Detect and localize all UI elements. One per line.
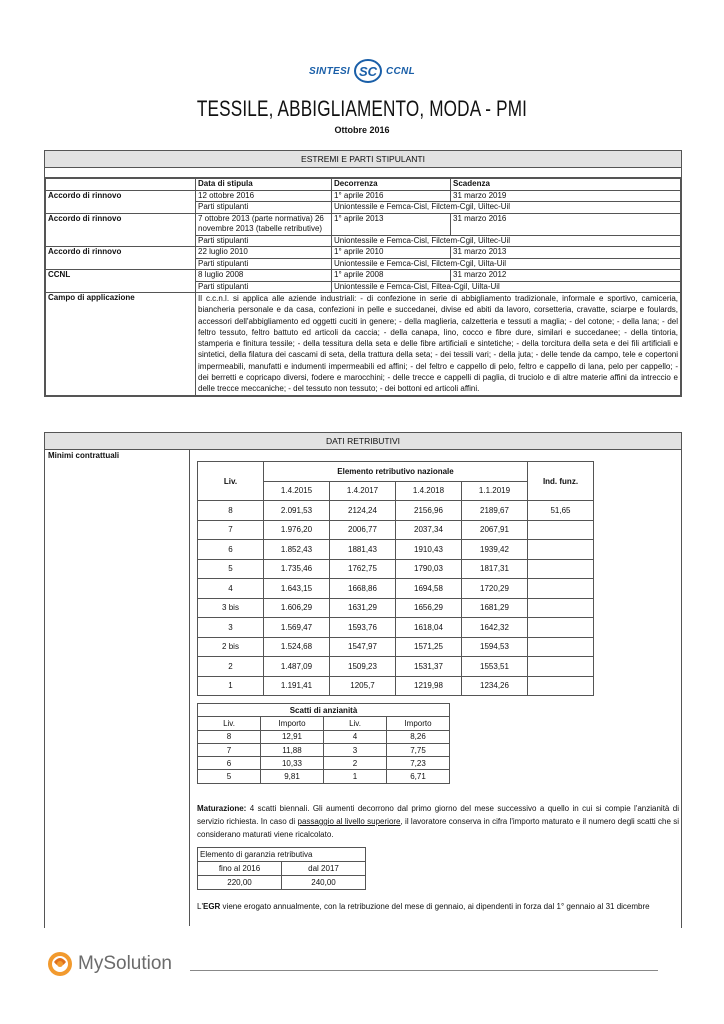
parti-cell: Uniontessile e Femca-Cisl, Filctem-Cgil, Uiltec-Uil: [332, 202, 681, 214]
table-row: [198, 598, 594, 618]
egr-value: 220,00: [198, 876, 282, 890]
value-cell: 1631,29: [330, 598, 396, 618]
table-header-row: [198, 717, 450, 730]
table-row: 8 12,91 4 8,26: [198, 730, 450, 743]
value-cell: 1.569,47: [264, 618, 330, 638]
ind-cell: 51,65: [528, 501, 594, 521]
spacer-row: [45, 168, 681, 178]
ind-cell: [528, 637, 594, 657]
parti-label: Parti stipulanti: [196, 281, 332, 293]
value-cell: 1.852,43: [264, 540, 330, 560]
egr-table: [197, 847, 366, 890]
parti-label: Parti stipulanti: [196, 235, 332, 247]
table-row: [198, 676, 594, 696]
liv-cell: 4: [198, 579, 264, 599]
table-row: [46, 247, 681, 259]
stipula-cell: 8 luglio 2008: [196, 270, 332, 282]
scatti-header: Liv.: [198, 717, 261, 730]
date-header: 1.1.2019: [462, 481, 528, 501]
value-cell: 1618,04: [396, 618, 462, 638]
value-cell: 1762,75: [330, 559, 396, 579]
mysolution-logo-icon: [46, 950, 74, 978]
value-cell: 1.524,68: [264, 637, 330, 657]
table-row: 5 9,81 1 6,71: [198, 770, 450, 783]
value-cell: 1234,26: [462, 676, 528, 696]
decorrenza-cell: 1° aprile 2010: [332, 247, 451, 259]
scatti-header: Importo: [261, 717, 324, 730]
value-cell: 2189,67: [462, 501, 528, 521]
parti-label: Parti stipulanti: [196, 258, 332, 270]
stipula-cell: 22 luglio 2010: [196, 247, 332, 259]
sc-logo-icon: [353, 58, 383, 84]
liv-header: Liv.: [198, 462, 264, 501]
page-subtitle: Ottobre 2016: [334, 125, 390, 135]
estremi-header: ESTREMI E PARTI STIPULANTI: [45, 151, 681, 168]
liv-cell: 3: [198, 618, 264, 638]
value-cell: 1881,43: [330, 540, 396, 560]
table-header-row: [198, 862, 366, 876]
parti-cell: Uniontessile e Femca-Cisl, Filctem-Cgil, Uiltec-Uil: [332, 235, 681, 247]
value-cell: 1571,25: [396, 637, 462, 657]
value-cell: 1.606,29: [264, 598, 330, 618]
campo-row: [46, 293, 681, 396]
value-cell: 1790,03: [396, 559, 462, 579]
scadenza-cell: 31 marzo 2012: [451, 270, 681, 282]
scatti-table: [197, 703, 450, 784]
liv-cell: 7: [198, 520, 264, 540]
table-row: [198, 579, 594, 599]
logo-left-text: SINTESI: [309, 65, 350, 77]
value-cell: 1694,58: [396, 579, 462, 599]
date-header: 1.4.2018: [396, 481, 462, 501]
table-row: [46, 213, 681, 235]
value-cell: 1593,76: [330, 618, 396, 638]
value-cell: 1531,37: [396, 657, 462, 677]
parti-label: Parti stipulanti: [196, 202, 332, 214]
table-row: [198, 540, 594, 560]
scatti-title: Scatti di anzianità: [198, 704, 450, 717]
scatti-header: Importo: [387, 717, 450, 730]
row-label: Accordo di rinnovo: [46, 247, 196, 270]
table-row: [198, 876, 366, 890]
ind-cell: [528, 520, 594, 540]
decorrenza-cell: 1° aprile 2016: [332, 190, 451, 202]
value-cell: 1219,98: [396, 676, 462, 696]
scadenza-cell: 31 marzo 2019: [451, 190, 681, 202]
table-header-row: [198, 704, 450, 717]
liv-cell: 5: [198, 559, 264, 579]
scadenza-cell: 31 marzo 2016: [451, 213, 681, 235]
ind-cell: [528, 676, 594, 696]
liv-cell: 8: [198, 501, 264, 521]
egr-title: Elemento di garanzia retributiva: [198, 848, 366, 862]
egr-text-prefix: L': [197, 902, 203, 911]
estremi-section: [44, 150, 682, 397]
value-cell: 1939,42: [462, 540, 528, 560]
row-label: Accordo di rinnovo: [46, 213, 196, 247]
table-row: [198, 520, 594, 540]
liv-cell: 3 bis: [198, 598, 264, 618]
value-cell: 2067,91: [462, 520, 528, 540]
value-cell: 1594,53: [462, 637, 528, 657]
dati-section: [44, 432, 682, 928]
scatti-header: Liv.: [324, 717, 387, 730]
decorrenza-cell: 1° aprile 2013: [332, 213, 451, 235]
group-header: Elemento retributivo nazionale: [264, 462, 528, 482]
campo-label: Campo di applicazione: [46, 293, 196, 396]
stipula-cell: 12 ottobre 2016: [196, 190, 332, 202]
value-cell: 1.976,20: [264, 520, 330, 540]
value-cell: 1.643,15: [264, 579, 330, 599]
value-cell: 1817,31: [462, 559, 528, 579]
date-header: 1.4.2015: [264, 481, 330, 501]
date-header: 1.4.2017: [330, 481, 396, 501]
value-cell: 1547,97: [330, 637, 396, 657]
dati-body: [45, 450, 681, 926]
value-cell: 2.091,53: [264, 501, 330, 521]
value-cell: 2124,24: [330, 501, 396, 521]
egr-header: fino al 2016: [198, 862, 282, 876]
value-cell: 1.487,09: [264, 657, 330, 677]
value-cell: 1668,86: [330, 579, 396, 599]
table-row: [46, 190, 681, 202]
value-cell: 1.191,41: [264, 676, 330, 696]
minimi-table: [197, 461, 594, 696]
col-header-decorrenza: Decorrenza: [332, 179, 451, 191]
ind-cell: [528, 559, 594, 579]
ind-header: Ind. funz.: [528, 462, 594, 501]
footer-divider: [190, 970, 658, 971]
liv-cell: 2: [198, 657, 264, 677]
maturazione-underlined: passaggio al livello superiore: [297, 817, 401, 826]
maturazione-paragraph: [197, 802, 679, 841]
table-row: 6 10,33 2 7,23: [198, 757, 450, 770]
value-cell: 1720,29: [462, 579, 528, 599]
ind-cell: [528, 598, 594, 618]
table-header-row: [198, 462, 594, 482]
table-row: [198, 559, 594, 579]
sintesi-ccnl-logo: [0, 58, 724, 88]
value-cell: 2037,34: [396, 520, 462, 540]
row-label: CCNL: [46, 270, 196, 293]
ind-cell: [528, 579, 594, 599]
value-cell: 1205,7: [330, 676, 396, 696]
table-row: 7 11,88 3 7,75: [198, 743, 450, 756]
egr-header: dal 2017: [282, 862, 366, 876]
value-cell: 1681,29: [462, 598, 528, 618]
table-row: [198, 637, 594, 657]
page-title: TESSILE, ABBIGLIAMENTO, MODA - PMI: [196, 96, 528, 121]
estremi-table: [45, 178, 681, 396]
value-cell: 1910,43: [396, 540, 462, 560]
egr-text-bold: EGR: [202, 902, 221, 911]
table-row: [198, 501, 594, 521]
mysolution-logo: [46, 950, 172, 978]
maturazione-text-2: , il lavoratore conserva in cifra l'importo maturato e il numero degli scatti che si considerano maturati viene ricalcolato.: [197, 817, 679, 839]
liv-cell: 6: [198, 540, 264, 560]
maturazione-text-1: 4 scatti biennali. Gli aumenti decorrono dal primo giorno del mese successivo a quello in cui si compie l'anzianità di servizio richiesta. In caso di: [197, 804, 679, 826]
value-cell: 1509,23: [330, 657, 396, 677]
col-header-scadenza: Scadenza: [451, 179, 681, 191]
value-cell: 1656,29: [396, 598, 462, 618]
table-row: [198, 618, 594, 638]
parti-cell: Uniontessile e Femca-Cisl, Filctem-Cgil, Uilta-Uil: [332, 258, 681, 270]
table-header-row: [198, 848, 366, 862]
liv-cell: 1: [198, 676, 264, 696]
stipula-cell: 7 ottobre 2013 (parte normativa) 26 novembre 2013 (tabelle retributive): [196, 213, 332, 235]
ind-cell: [528, 657, 594, 677]
dati-header: DATI RETRIBUTIVI: [45, 433, 681, 450]
ind-cell: [528, 540, 594, 560]
egr-paragraph: [197, 902, 679, 912]
row-label: Accordo di rinnovo: [46, 190, 196, 213]
table-header-row: [46, 179, 681, 191]
footer-brand: MySolution: [78, 953, 172, 974]
liv-cell: 2 bis: [198, 637, 264, 657]
value-cell: 2006,77: [330, 520, 396, 540]
value-cell: 1553,51: [462, 657, 528, 677]
table-row: [46, 270, 681, 282]
value-cell: 1.735,46: [264, 559, 330, 579]
minimi-label: Minimi contrattuali: [45, 450, 190, 926]
table-row: [198, 657, 594, 677]
col-header-stipula: Data di stipula: [196, 179, 332, 191]
logo-right-text: CCNL: [386, 65, 415, 77]
decorrenza-cell: 1° aprile 2008: [332, 270, 451, 282]
parti-cell: Uniontessile e Femca-Cisl, Filtea-Cgil, Uilta-Uil: [332, 281, 681, 293]
value-cell: 2156,96: [396, 501, 462, 521]
logo-mark-text: SC: [358, 64, 378, 79]
maturazione-label: Maturazione:: [197, 804, 247, 813]
ind-cell: [528, 618, 594, 638]
egr-text-rest: viene erogato annualmente, con la retribuzione del mese di gennaio, ai dipendenti in forza dal 1° gennaio al 31 dicembre: [220, 902, 650, 911]
scadenza-cell: 31 marzo 2013: [451, 247, 681, 259]
value-cell: 1642,32: [462, 618, 528, 638]
egr-value: 240,00: [282, 876, 366, 890]
campo-text: Il c.c.n.l. si applica alle aziende industriali: - di confezione in serie di abbigliamento tradizionale, informale e sportivo, camiceria, biancheria personale e da casa, confezioni in pelle e succedanei, divise ed abiti da lavoro, corsetteria, cravatte, sciarpe e foulards, accessori dell'abbigliamento ed oggetti cuciti in genere; - della maglieria, calzetteria e tessuti a maglia; - del cotone; - della lana; - del feltro tessuto, feltro battuto ed articoli da caccia; - della canapa, lino, cocco e fibre dure, similari e succedanee; - della tintoria, stamperia e finitura tessile; - della tessitura della seta e delle fibre artificiali e sintetiche; - della torcitura della seta e dei fili artificiali e sintetici, della filatura dei cascami di seta, della trattura della seta; - dei tessili vari; - della juta; - delle tende da campo, tele e copertoni impermeabili, manufatti e indumenti impermeabili ed affini; - del feltro e cappello di pelo, feltro e cappello di lana, pelo per cappello; - dei berretti e copricapo diversi, fodere e marocchini; - delle trecce e cappelli di paglia, di truciolo e di altre materie affini da intreccio e delle trecce meccaniche; - del tessuto non tessuto; - dei bottoni ed articoli affini.: [196, 293, 681, 396]
